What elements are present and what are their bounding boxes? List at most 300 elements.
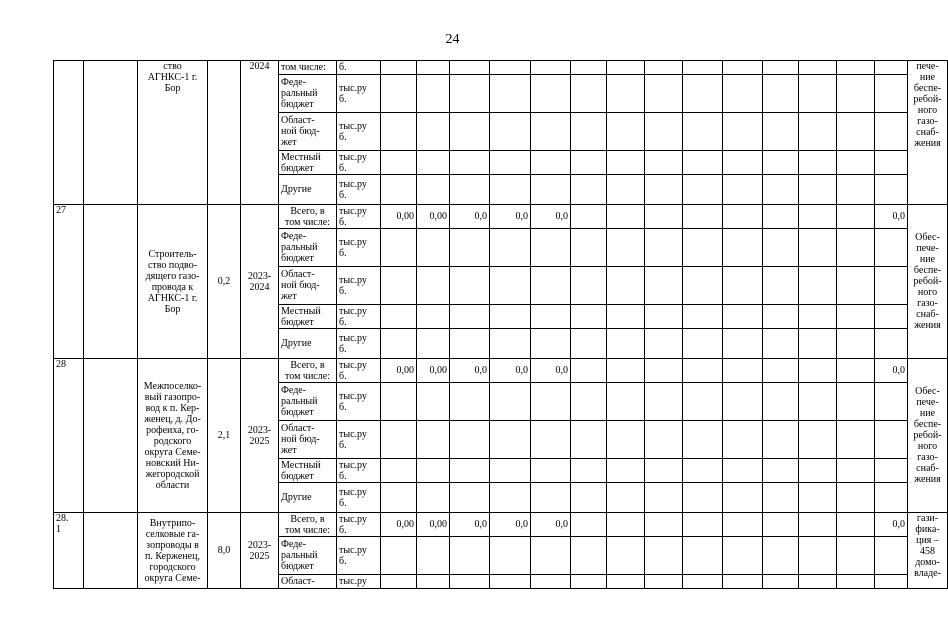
- value-cell: 0,0: [875, 359, 908, 383]
- empty-cell: [84, 359, 138, 513]
- value-cell: [490, 459, 531, 483]
- unit-cell: тыс.ру б.: [337, 151, 381, 175]
- row-number: 28. 1: [54, 513, 84, 589]
- table-row: [54, 205, 948, 229]
- value-cell: [417, 267, 450, 305]
- value-cell: [875, 537, 908, 575]
- value-cell: [531, 267, 571, 305]
- value-cell: [417, 537, 450, 575]
- object-length: 0,2: [208, 205, 241, 359]
- value-cell: [531, 459, 571, 483]
- object-period: 2023- 2025: [241, 513, 279, 589]
- value-cell: [837, 113, 875, 151]
- value-cell: [417, 75, 450, 113]
- empty-cell: [84, 205, 138, 359]
- value-cell: [763, 459, 799, 483]
- value-cell: [763, 75, 799, 113]
- value-cell: [799, 175, 837, 205]
- funding-source: Другие: [279, 329, 337, 359]
- value-cell: [683, 483, 723, 513]
- value-cell: [381, 575, 417, 589]
- page-number: 24: [445, 32, 460, 47]
- value-cell: [799, 329, 837, 359]
- value-cell: [607, 421, 645, 459]
- unit-cell: тыс.ру: [337, 575, 381, 589]
- value-cell: 0,00: [417, 205, 450, 229]
- object-name: ство АГНКС-1 г. Бор: [138, 61, 208, 205]
- value-cell: [723, 383, 763, 421]
- value-cell: [571, 267, 607, 305]
- value-cell: [837, 359, 875, 383]
- value-cell: [683, 113, 723, 151]
- value-cell: [381, 113, 417, 151]
- value-cell: [799, 75, 837, 113]
- value-cell: [607, 513, 645, 537]
- value-cell: 0,00: [381, 205, 417, 229]
- value-cell: [607, 267, 645, 305]
- value-cell: [837, 513, 875, 537]
- value-cell: [799, 267, 837, 305]
- value-cell: [683, 267, 723, 305]
- funding-source: Местный бюджет: [279, 459, 337, 483]
- value-cell: [837, 267, 875, 305]
- value-cell: [450, 305, 490, 329]
- value-cell: 0,0: [875, 513, 908, 537]
- value-cell: [607, 175, 645, 205]
- value-cell: [723, 359, 763, 383]
- value-cell: [799, 305, 837, 329]
- value-cell: [490, 113, 531, 151]
- value-cell: [645, 483, 683, 513]
- value-cell: [381, 383, 417, 421]
- value-cell: [837, 229, 875, 267]
- value-cell: [645, 359, 683, 383]
- unit-cell: тыс.ру б.: [337, 459, 381, 483]
- value-cell: [763, 267, 799, 305]
- value-cell: [837, 205, 875, 229]
- value-cell: [571, 61, 607, 75]
- value-cell: [450, 459, 490, 483]
- value-cell: [571, 75, 607, 113]
- value-cell: [417, 329, 450, 359]
- value-cell: [571, 537, 607, 575]
- value-cell: 0,0: [450, 205, 490, 229]
- value-cell: [645, 175, 683, 205]
- value-cell: [381, 61, 417, 75]
- unit-cell: тыс.ру б.: [337, 359, 381, 383]
- value-cell: [799, 113, 837, 151]
- value-cell: 0,0: [531, 359, 571, 383]
- funding-source: том числе:: [279, 61, 337, 75]
- value-cell: 0,00: [381, 513, 417, 537]
- value-cell: [645, 151, 683, 175]
- value-cell: [607, 205, 645, 229]
- value-cell: [490, 483, 531, 513]
- value-cell: [875, 329, 908, 359]
- value-cell: [763, 205, 799, 229]
- value-cell: 0,0: [450, 359, 490, 383]
- value-cell: [875, 229, 908, 267]
- value-cell: [490, 75, 531, 113]
- unit-cell: тыс.ру б.: [337, 483, 381, 513]
- value-cell: [531, 151, 571, 175]
- value-cell: [571, 329, 607, 359]
- value-cell: [837, 75, 875, 113]
- value-cell: [417, 383, 450, 421]
- unit-cell: б.: [337, 61, 381, 75]
- value-cell: [723, 75, 763, 113]
- value-cell: [381, 267, 417, 305]
- value-cell: [799, 205, 837, 229]
- value-cell: [683, 229, 723, 267]
- value-cell: [723, 175, 763, 205]
- unit-cell: тыс.ру б.: [337, 421, 381, 459]
- value-cell: [875, 113, 908, 151]
- value-cell: [875, 61, 908, 75]
- table-row: [54, 513, 948, 537]
- value-cell: [645, 267, 683, 305]
- value-cell: [837, 459, 875, 483]
- value-cell: [799, 483, 837, 513]
- unit-cell: тыс.ру б.: [337, 383, 381, 421]
- unit-cell: тыс.ру б.: [337, 305, 381, 329]
- value-cell: [490, 305, 531, 329]
- value-cell: [763, 483, 799, 513]
- value-cell: [683, 61, 723, 75]
- value-cell: 0,0: [531, 513, 571, 537]
- value-cell: 0,0: [490, 205, 531, 229]
- unit-cell: тыс.ру б.: [337, 205, 381, 229]
- value-cell: [490, 329, 531, 359]
- value-cell: [571, 459, 607, 483]
- value-cell: [571, 175, 607, 205]
- value-cell: [450, 483, 490, 513]
- value-cell: [450, 537, 490, 575]
- value-cell: [723, 205, 763, 229]
- value-cell: [799, 575, 837, 589]
- value-cell: [723, 513, 763, 537]
- value-cell: [490, 175, 531, 205]
- value-cell: [837, 537, 875, 575]
- value-cell: [571, 305, 607, 329]
- value-cell: [607, 329, 645, 359]
- value-cell: [763, 329, 799, 359]
- value-cell: [531, 383, 571, 421]
- value-cell: [763, 421, 799, 459]
- value-cell: 0,0: [490, 359, 531, 383]
- value-cell: [450, 329, 490, 359]
- value-cell: [450, 175, 490, 205]
- value-cell: [875, 75, 908, 113]
- value-cell: [490, 383, 531, 421]
- value-cell: [381, 459, 417, 483]
- value-cell: [799, 421, 837, 459]
- value-cell: [450, 75, 490, 113]
- value-cell: [531, 537, 571, 575]
- expected-result: Обес- пече- ние беспе- ребой- ного газо- снаб- жения: [908, 359, 948, 513]
- value-cell: [607, 229, 645, 267]
- value-cell: [450, 113, 490, 151]
- funding-source: Всего, в том числе:: [279, 359, 337, 383]
- value-cell: 0,0: [531, 205, 571, 229]
- value-cell: [763, 229, 799, 267]
- value-cell: [645, 383, 683, 421]
- value-cell: [531, 61, 571, 75]
- value-cell: [571, 229, 607, 267]
- value-cell: [381, 421, 417, 459]
- value-cell: [683, 75, 723, 113]
- value-cell: [837, 421, 875, 459]
- value-cell: [490, 421, 531, 459]
- value-cell: [490, 575, 531, 589]
- value-cell: [683, 151, 723, 175]
- value-cell: [417, 229, 450, 267]
- value-cell: [607, 113, 645, 151]
- funding-source: Всего, в том числе:: [279, 513, 337, 537]
- funding-source: Област- ной бюд- жет: [279, 113, 337, 151]
- funding-source: Феде- ральный бюджет: [279, 383, 337, 421]
- value-cell: [381, 151, 417, 175]
- expected-result: Обес- пече- ние беспе- ребой- ного газо- снаб- жения: [908, 205, 948, 359]
- value-cell: [531, 575, 571, 589]
- funding-source: Феде- ральный бюджет: [279, 75, 337, 113]
- value-cell: [723, 305, 763, 329]
- value-cell: [490, 151, 531, 175]
- funding-source: Област- ной бюд- жет: [279, 267, 337, 305]
- value-cell: [723, 575, 763, 589]
- value-cell: [837, 305, 875, 329]
- value-cell: [417, 305, 450, 329]
- value-cell: [683, 205, 723, 229]
- value-cell: [490, 267, 531, 305]
- object-period: 2024: [241, 61, 279, 205]
- value-cell: [837, 575, 875, 589]
- value-cell: [531, 175, 571, 205]
- value-cell: [837, 151, 875, 175]
- value-cell: [571, 575, 607, 589]
- value-cell: [723, 483, 763, 513]
- value-cell: [875, 483, 908, 513]
- value-cell: [875, 421, 908, 459]
- value-cell: [723, 421, 763, 459]
- value-cell: [683, 383, 723, 421]
- value-cell: [607, 483, 645, 513]
- value-cell: [645, 61, 683, 75]
- unit-cell: тыс.ру б.: [337, 537, 381, 575]
- value-cell: [683, 175, 723, 205]
- expected-result: гази- фика- ция – 458 домо- владе-: [908, 513, 948, 589]
- value-cell: [799, 61, 837, 75]
- value-cell: [571, 113, 607, 151]
- expected-result: пече- ние беспе- ребой- ного газо- снаб- жения: [908, 61, 948, 205]
- value-cell: 0,0: [875, 205, 908, 229]
- value-cell: [531, 329, 571, 359]
- funding-source: Другие: [279, 175, 337, 205]
- value-cell: [607, 383, 645, 421]
- value-cell: [763, 175, 799, 205]
- row-number: [54, 61, 84, 205]
- value-cell: [450, 151, 490, 175]
- value-cell: [531, 75, 571, 113]
- row-number: 27: [54, 205, 84, 359]
- value-cell: [875, 459, 908, 483]
- value-cell: [381, 175, 417, 205]
- object-length: 2,1: [208, 359, 241, 513]
- value-cell: [607, 575, 645, 589]
- value-cell: [875, 151, 908, 175]
- value-cell: [571, 151, 607, 175]
- funding-source: Феде- ральный бюджет: [279, 537, 337, 575]
- unit-cell: тыс.ру б.: [337, 75, 381, 113]
- value-cell: [645, 205, 683, 229]
- value-cell: [799, 229, 837, 267]
- value-cell: [490, 229, 531, 267]
- program-table: [53, 60, 948, 589]
- value-cell: [763, 513, 799, 537]
- value-cell: [645, 513, 683, 537]
- object-name: Строитель- ство подво- дящего газо- провода к АГНКС-1 г. Бор: [138, 205, 208, 359]
- value-cell: [645, 421, 683, 459]
- value-cell: [571, 205, 607, 229]
- value-cell: [571, 359, 607, 383]
- value-cell: [531, 305, 571, 329]
- value-cell: [531, 113, 571, 151]
- value-cell: [381, 329, 417, 359]
- funding-source: Другие: [279, 483, 337, 513]
- unit-cell: тыс.ру б.: [337, 113, 381, 151]
- value-cell: [450, 61, 490, 75]
- value-cell: [571, 383, 607, 421]
- funding-source: Феде- ральный бюджет: [279, 229, 337, 267]
- value-cell: [645, 113, 683, 151]
- value-cell: [875, 175, 908, 205]
- object-length: [208, 61, 241, 205]
- value-cell: [417, 151, 450, 175]
- row-number: 28: [54, 359, 84, 513]
- value-cell: [837, 483, 875, 513]
- value-cell: 0,00: [417, 513, 450, 537]
- value-cell: [683, 513, 723, 537]
- value-cell: [607, 151, 645, 175]
- value-cell: [683, 537, 723, 575]
- value-cell: [450, 575, 490, 589]
- value-cell: 0,00: [381, 359, 417, 383]
- value-cell: [763, 305, 799, 329]
- value-cell: [450, 267, 490, 305]
- value-cell: [683, 329, 723, 359]
- value-cell: [799, 359, 837, 383]
- value-cell: [381, 537, 417, 575]
- value-cell: [607, 61, 645, 75]
- value-cell: [417, 483, 450, 513]
- value-cell: [531, 421, 571, 459]
- value-cell: [763, 383, 799, 421]
- value-cell: [450, 383, 490, 421]
- funding-source: Местный бюджет: [279, 151, 337, 175]
- value-cell: [723, 113, 763, 151]
- value-cell: [417, 575, 450, 589]
- object-period: 2023- 2025: [241, 359, 279, 513]
- empty-cell: [84, 61, 138, 205]
- table-row: [54, 359, 948, 383]
- value-cell: [490, 61, 531, 75]
- value-cell: [799, 537, 837, 575]
- value-cell: [607, 305, 645, 329]
- value-cell: [381, 305, 417, 329]
- value-cell: 0,0: [450, 513, 490, 537]
- table-row: [54, 61, 948, 75]
- unit-cell: тыс.ру б.: [337, 267, 381, 305]
- value-cell: [683, 575, 723, 589]
- value-cell: [645, 575, 683, 589]
- value-cell: [490, 537, 531, 575]
- value-cell: [607, 459, 645, 483]
- value-cell: [645, 537, 683, 575]
- value-cell: [450, 421, 490, 459]
- value-cell: [607, 537, 645, 575]
- object-name: Межпоселко- вый газопро- вод к п. Кер- женец, д. До- рофеиха, го- родского округа Семе- новский Ни- жегородской области: [138, 359, 208, 513]
- object-name: Внутрипо- селковые га- зопроводы в п. Керженец, городского округа Семе-: [138, 513, 208, 589]
- value-cell: [837, 383, 875, 421]
- value-cell: [799, 151, 837, 175]
- value-cell: [837, 61, 875, 75]
- value-cell: [837, 329, 875, 359]
- value-cell: [763, 61, 799, 75]
- unit-cell: тыс.ру б.: [337, 175, 381, 205]
- value-cell: [381, 483, 417, 513]
- funding-source: Всего, в том числе:: [279, 205, 337, 229]
- value-cell: [417, 459, 450, 483]
- value-cell: [763, 151, 799, 175]
- object-length: 8,0: [208, 513, 241, 589]
- value-cell: [645, 75, 683, 113]
- value-cell: [875, 383, 908, 421]
- value-cell: [723, 267, 763, 305]
- value-cell: [607, 359, 645, 383]
- funding-source: Местный бюджет: [279, 305, 337, 329]
- funding-source: Област-: [279, 575, 337, 589]
- value-cell: [417, 175, 450, 205]
- value-cell: [875, 575, 908, 589]
- value-cell: [763, 537, 799, 575]
- value-cell: [683, 305, 723, 329]
- value-cell: [875, 305, 908, 329]
- value-cell: [683, 459, 723, 483]
- value-cell: [381, 229, 417, 267]
- value-cell: [875, 267, 908, 305]
- value-cell: [417, 61, 450, 75]
- value-cell: [723, 61, 763, 75]
- value-cell: [381, 75, 417, 113]
- value-cell: [531, 229, 571, 267]
- value-cell: [723, 329, 763, 359]
- value-cell: [763, 359, 799, 383]
- value-cell: [645, 459, 683, 483]
- value-cell: [763, 113, 799, 151]
- value-cell: [645, 305, 683, 329]
- object-period: 2023- 2024: [241, 205, 279, 359]
- value-cell: [417, 113, 450, 151]
- value-cell: [683, 421, 723, 459]
- value-cell: [571, 513, 607, 537]
- value-cell: 0,0: [490, 513, 531, 537]
- value-cell: [723, 151, 763, 175]
- unit-cell: тыс.ру б.: [337, 513, 381, 537]
- value-cell: [571, 421, 607, 459]
- value-cell: [683, 359, 723, 383]
- value-cell: [607, 75, 645, 113]
- value-cell: [450, 229, 490, 267]
